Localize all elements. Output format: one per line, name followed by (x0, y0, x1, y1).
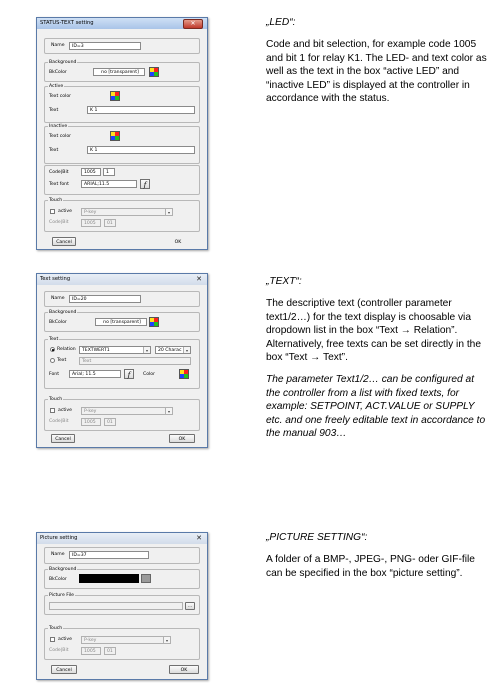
touch-codebit-label: Code|Bit (49, 220, 69, 225)
code-input[interactable]: 1005 (81, 168, 101, 176)
background-group (44, 62, 200, 82)
touch-bit-input[interactable]: 01 (104, 647, 116, 655)
status-text-dialog (36, 17, 208, 250)
cancel-button[interactable]: Cancel (51, 434, 75, 443)
active-checkbox[interactable] (50, 209, 55, 214)
text-group (44, 339, 200, 389)
cancel-button[interactable]: Cancel (51, 665, 77, 674)
text-radio-label: Text (57, 358, 67, 363)
active-text-color-label: Text color (49, 94, 72, 99)
picture-file-group-label: Picture File (49, 593, 74, 598)
ok-button[interactable]: OK (174, 240, 182, 245)
ok-button[interactable]: OK (169, 665, 199, 674)
led-body: Code and bit selection, for example code 1005 and bit 1 for relay K1. The LED- and text color as well as the text in the box “active LED” and “inactive LED” is displayed at the controller in accordance with the status. (266, 39, 487, 105)
browse-button[interactable]: ... (185, 602, 195, 610)
active-text-label: Text (49, 108, 59, 113)
bkcolor-palette-icon[interactable] (141, 574, 151, 583)
background-group-label: Background (49, 567, 77, 572)
close-icon[interactable]: ✕ (196, 275, 202, 283)
bkcolor-palette-icon[interactable] (149, 317, 159, 327)
inactive-text-label: Text (49, 148, 59, 153)
font-field: Arial; 11.5 (69, 370, 121, 378)
chevron-down-icon: ▾ (165, 408, 172, 414)
close-icon[interactable]: ✕ (183, 19, 203, 29)
bit-input[interactable]: 1 (103, 168, 115, 176)
text-body: The descriptive text (controller parameter text1/2…) for the text display is choosable via dropdown list in the box “Text → Relation”. Alternatively, free texts can be set directly in the box “Text → Text”. (266, 298, 481, 364)
picture-heading: „PICTURE SETTING“: (266, 532, 368, 543)
name-input[interactable]: ID=3 (69, 42, 141, 50)
code-font-group (44, 165, 200, 195)
background-group-label: Background (49, 310, 77, 315)
cancel-button[interactable]: Cancel (52, 237, 76, 246)
text-setting-dialog (36, 273, 208, 448)
touch-code-input[interactable]: 1005 (81, 219, 101, 227)
name-input[interactable]: ID=37 (69, 551, 149, 559)
name-group (44, 547, 200, 564)
text-heading: „TEXT“: (266, 276, 302, 287)
inactive-text-color-label: Text color (49, 134, 72, 139)
close-icon[interactable]: ✕ (196, 534, 202, 542)
ok-button[interactable]: OK (169, 434, 195, 443)
chevron-down-icon: ▾ (163, 637, 170, 643)
relation-value: TEXTWERT1 (82, 348, 110, 353)
touch-group (44, 628, 200, 660)
font-label: Font (49, 372, 60, 377)
picture-section (266, 531, 488, 589)
active-text-color-palette-icon[interactable] (110, 91, 120, 101)
picture-file-group (44, 595, 200, 615)
touch-key-select[interactable] (81, 208, 173, 216)
bkcolor-label: BkColor (49, 70, 67, 75)
name-group (44, 38, 200, 54)
relation-length-select[interactable] (155, 346, 191, 354)
name-label: Name (51, 43, 65, 48)
status-text-title: STATUS-TEXT setting (40, 20, 94, 26)
touch-key-value: P-key (84, 638, 97, 643)
codebit-label: Code|Bit (49, 170, 69, 175)
name-input[interactable]: ID=20 (69, 295, 141, 303)
chevron-down-icon: ▾ (143, 347, 150, 353)
led-heading: „LED“: (266, 17, 296, 28)
touch-group-label: Touch (49, 198, 63, 203)
background-group (44, 569, 200, 589)
inactive-text-input[interactable]: K 1 (87, 146, 195, 154)
touch-key-value: P-key (84, 210, 97, 215)
name-label: Name (51, 552, 65, 557)
touch-code-input[interactable]: 1005 (81, 418, 101, 426)
touch-bit-input[interactable]: 01 (104, 418, 116, 426)
bkcolor-swatch[interactable] (79, 574, 139, 583)
relation-select[interactable] (79, 346, 151, 354)
touch-codebit-label: Code|Bit (49, 648, 69, 653)
chevron-down-icon: ▾ (165, 209, 172, 215)
touch-codebit-label: Code|Bit (49, 419, 69, 424)
text-setting-title: Text setting (40, 276, 71, 282)
picture-setting-dialog (36, 532, 208, 680)
inactive-group (44, 126, 200, 164)
bkcolor-label: BkColor (49, 320, 67, 325)
touch-key-value: P-key (84, 409, 97, 414)
active-checkbox[interactable] (50, 637, 55, 642)
background-group-label: Background (49, 60, 77, 65)
picture-setting-titlebar (37, 533, 207, 544)
bkcolor-label: BkColor (49, 577, 67, 582)
touch-group (44, 200, 200, 232)
active-text-input[interactable]: K 1 (87, 106, 195, 114)
font-button[interactable]: f (124, 369, 134, 379)
touch-key-select[interactable] (81, 407, 173, 415)
touch-group-label: Touch (49, 626, 63, 631)
picture-file-input[interactable] (49, 602, 183, 610)
text-section (266, 275, 488, 449)
textfont-label: Text font (49, 182, 69, 187)
led-section (266, 16, 488, 114)
textfont-field: ARIAL;11.5 (81, 180, 137, 188)
touch-bit-input[interactable]: 01 (104, 219, 116, 227)
active-checkbox[interactable] (50, 408, 55, 413)
touch-key-select[interactable] (81, 636, 171, 644)
inactive-text-color-palette-icon[interactable] (110, 131, 120, 141)
chevron-down-icon: ▾ (183, 347, 190, 353)
bkcolor-field[interactable]: no [transparent] (93, 68, 145, 76)
active-checkbox-label: active (58, 637, 72, 642)
background-group (44, 312, 200, 332)
status-text-titlebar (37, 18, 207, 29)
name-label: Name (51, 296, 65, 301)
active-group-label: Active (49, 84, 64, 89)
color-label: Color (143, 372, 155, 377)
picture-setting-title: Picture setting (40, 535, 78, 541)
text-note: The parameter Text1/2… can be configured at the controller from a list with fixed texts, for example: SETPOINT, ACT.VALUE or SUPPLY etc. and one freely editable text in accordance to the manual 903… (266, 374, 486, 440)
text-color-palette-icon[interactable] (179, 369, 189, 379)
active-checkbox-label: active (58, 408, 72, 413)
bkcolor-palette-icon[interactable] (149, 67, 159, 77)
relation-length-value: 20 Charac (158, 348, 182, 353)
name-group (44, 291, 200, 307)
touch-group (44, 399, 200, 431)
text-input[interactable]: Text (79, 357, 191, 365)
relation-radio-label: Relation (57, 347, 76, 352)
active-group (44, 86, 200, 123)
touch-group-label: Touch (49, 397, 63, 402)
picture-body: A folder of a BMP-, JPEG-, PNG- oder GIF-file can be specified in the box “picture setting”. (266, 554, 475, 579)
inactive-group-label: Inactive (49, 124, 68, 129)
relation-radio[interactable] (50, 347, 55, 352)
font-button[interactable]: f (140, 179, 150, 189)
bkcolor-field[interactable]: no [transparent] (95, 318, 147, 326)
text-radio[interactable] (50, 358, 55, 363)
text-group-label: Text (49, 337, 59, 342)
active-checkbox-label: active (58, 209, 72, 214)
touch-code-input[interactable]: 1005 (81, 647, 101, 655)
text-setting-titlebar (37, 274, 207, 285)
